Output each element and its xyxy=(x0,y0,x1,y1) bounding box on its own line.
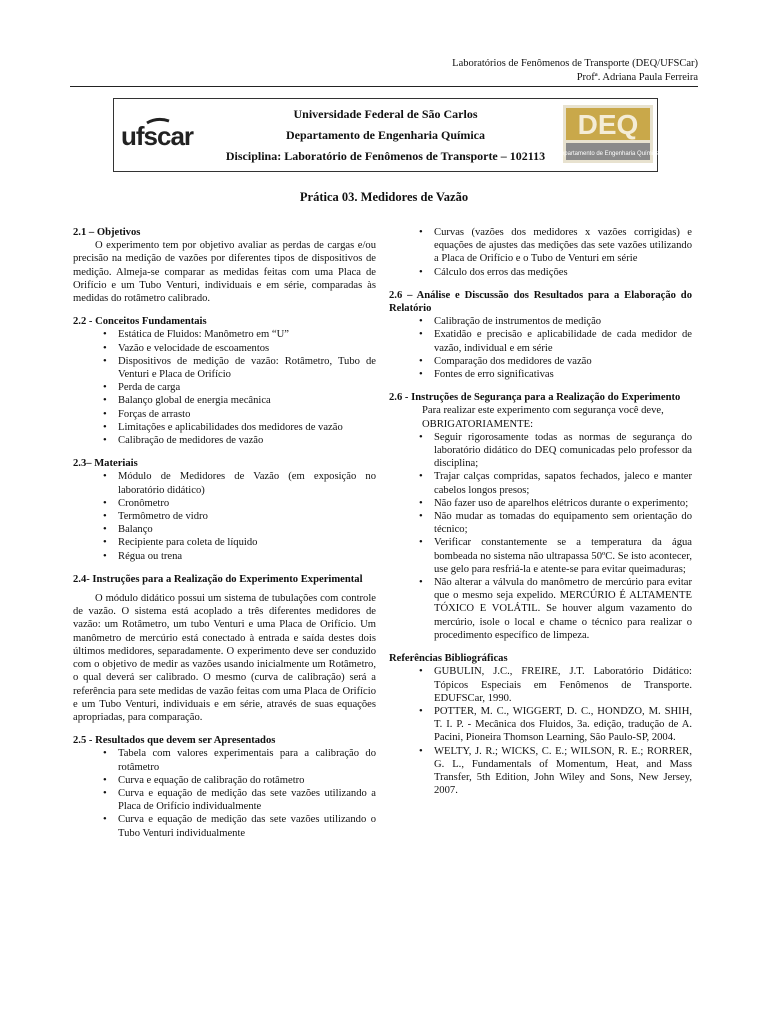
deq-logo-subtext: Departamento de Engenharia Química xyxy=(556,151,660,157)
department-name: Departamento de Engenharia Química xyxy=(286,128,485,142)
resultados-list xyxy=(73,747,376,839)
section-instrucoes-text: O módulo didático possui um sistema de tubulações com controle de vazão. O sistema está acoplado a três diferentes medidores de vazão: um Rotâmetro, um tubo Venturi e uma Placa de Orifício. Um manômetro de mercúrio está conectado à entrada e saída destes dois últimos medidores, separadamente. O experimento deve ser conduzido com o objetivo de medir as vazões usando inicialmente um Rotâmetro, o qual deverá ser calibrado. O mesmo (curva de calibração) será a referência para sete medidas de vazão feitas com uma Placa de Orifício e um Tubo Venturi, individuais e em série, através de suas equações apropriadas, para comparação. xyxy=(73,593,376,723)
list-item: • Trajar calças compridas, sapatos fechados, jaleco e manter cabelos longos presos; xyxy=(434,470,692,496)
list-item: • Dispositivos de medição de vazão: Rotâmetro, Tubo de Venturi e Placa de Orifício xyxy=(118,355,376,381)
section-resultados-title: 2.5 - Resultados que devem ser Apresentados xyxy=(73,735,276,747)
left-column xyxy=(73,226,376,850)
section-objetivos-title: 2.1 – Objetivos xyxy=(73,227,141,238)
section-objetivos-text: O experimento tem por objetivo avaliar as perdas de cargas e/ou precisão na medição de vazões por diferentes tipos de dispositivos de medição. Almeja-se comparar as medidas feitas com uma Placa de Orifício e um Tubo Venturi, individuais e em série, comparadas às medidas do rotâmetro calibrado. xyxy=(73,240,376,305)
seguranca-intro-line1: Para realizar este experimento com segurança você deve, xyxy=(422,405,664,417)
header-rule xyxy=(70,86,698,87)
list-item: • GUBULIN, J.C., FREIRE, J.T. Laboratório Didático: Tópicos Especiais em Fenômenos de Transporte. EDUFSCar, 1990. xyxy=(434,665,692,705)
header-professor-line: Profª. Adriana Paula Ferreira xyxy=(576,72,698,83)
section-instrucoes-title: 2.4- Instruções para a Realização do Experimento Experimental xyxy=(73,573,363,585)
section-referencias-title: Referências Bibliográficas xyxy=(389,653,508,665)
seguranca-intro-line2: OBRIGATORIAMENTE: xyxy=(422,418,534,430)
list-item: • Curva e equação de medição das sete vazões utilizando o Tubo Venturi individualmente xyxy=(118,813,376,839)
section-conceitos-title: 2.2 - Conceitos Fundamentais xyxy=(73,316,207,328)
deq-logo xyxy=(556,105,660,163)
page-title: Prática 03. Medidores de Vazão xyxy=(299,190,469,204)
list-item: • Comparação dos medidores de vazão xyxy=(434,355,692,368)
list-item: • Vazão e velocidade de escoamentos xyxy=(118,342,376,355)
list-item: • Balanço global de energia mecânica xyxy=(118,394,376,407)
list-item: • Curvas (vazões dos medidores x vazões corrigidas) e equações de ajustes das medições das sete vazões utilizando a Placa de Orifício e o Tubo de Venturi em série xyxy=(434,226,692,266)
section-seguranca-title: 2.6 - Instruções de Segurança para a Realização do Experimento xyxy=(389,392,681,404)
list-item: • Tabela com valores experimentais para a calibração do rotâmetro xyxy=(118,747,376,773)
list-item: • Cronômetro xyxy=(118,497,376,510)
right-column xyxy=(389,226,692,807)
section-materiais-title: 2.3– Materiais xyxy=(73,458,138,470)
materiais-list xyxy=(73,470,376,562)
list-item: • Calibração de instrumentos de medição xyxy=(434,315,692,328)
list-item: • Não mudar as tomadas do equipamento sem orientação do técnico; xyxy=(434,510,692,536)
list-item: • Recipiente para coleta de líquido xyxy=(118,536,376,549)
list-item: • Balanço xyxy=(118,523,376,536)
list-item: • Verificar constantemente se a temperatura da água bombeada no sistema não ultrapassa 50ºC. Se isto acontecer, use gelo para resfriá-la e atente-se para evitar queimaduras; xyxy=(434,536,692,576)
ufscar-logo-text: ufscar xyxy=(121,121,194,151)
analise-list xyxy=(389,315,692,381)
resultados-continued-list xyxy=(389,226,692,279)
list-item: • Limitações e aplicabilidades dos medidores de vazão xyxy=(118,421,376,434)
discipline-name: Disciplina: Laboratório de Fenômenos de Transporte – 102113 xyxy=(225,149,546,163)
list-item: • Não alterar a válvula do manômetro de mercúrio para evitar que o mesmo seja expelido. MERCÚRIO É ALTAMENTE TÓXICO E VOLÁTIL. Se houver algum vazamento do mercúrio, isole o local e chame o técnico para realizar o procedimento específico de limpeza. xyxy=(434,576,692,642)
university-name: Universidade Federal de São Carlos xyxy=(293,107,478,121)
conceitos-list xyxy=(73,328,376,447)
list-item: • WELTY, J. R.; WICKS, C. E.; WILSON, R. E.; RORRER, G. L., Fundamentals of Momentum, Heat, and Mass Transfer, 5th Edition, John Wiley and Sons, New Jersey, 2007. xyxy=(434,745,692,798)
list-item: • Régua ou trena xyxy=(118,550,376,563)
list-item: • Exatidão e precisão e aplicabilidade de cada medidor de vazão, individual e em série xyxy=(434,328,692,354)
list-item: • Forças de arrasto xyxy=(118,408,376,421)
list-item: • Calibração de medidores de vazão xyxy=(118,434,376,447)
list-item: • Não fazer uso de aparelhos elétricos durante o experimento; xyxy=(434,497,692,510)
list-item: • Termômetro de vidro xyxy=(118,510,376,523)
list-item: • Fontes de erro significativas xyxy=(434,368,692,381)
running-header xyxy=(452,57,698,85)
section-analise-title: 2.6 – Análise e Discussão dos Resultados para a Elaboração do Relatório xyxy=(389,289,692,315)
seguranca-list xyxy=(389,431,692,642)
list-item: • Seguir rigorosamente todas as normas de segurança do laboratório didático do DEQ comunicadas pelo professor da disciplina; xyxy=(434,431,692,471)
list-item: • Estática de Fluidos: Manômetro em “U” xyxy=(118,328,376,341)
list-item: • Perda de carga xyxy=(118,381,376,394)
list-item: • Cálculo dos erros das medições xyxy=(434,266,692,279)
referencias-list xyxy=(389,665,692,797)
header-lab-line: Laboratórios de Fenômenos de Transporte (DEQ/UFSCar) xyxy=(452,58,698,69)
list-item: • Curva e equação de calibração do rotâmetro xyxy=(118,774,376,787)
institution-banner xyxy=(113,98,658,172)
deq-logo-text: DEQ xyxy=(577,109,639,140)
list-item: • Módulo de Medidores de Vazão (em exposição no laboratório didático) xyxy=(118,470,376,496)
list-item: • Curva e equação de medição das sete vazões utilizando a Placa de Orifício individualmente xyxy=(118,787,376,813)
ufscar-logo xyxy=(117,117,217,155)
list-item: • POTTER, M. C., WIGGERT, D. C., HONDZO, M. SHIH, T. I. P. - Mecânica dos Fluidos, 3a. edição, tradução de A. Pacini, Pioneira Thomson Learning, São Paulo-SP, 2004. xyxy=(434,705,692,745)
